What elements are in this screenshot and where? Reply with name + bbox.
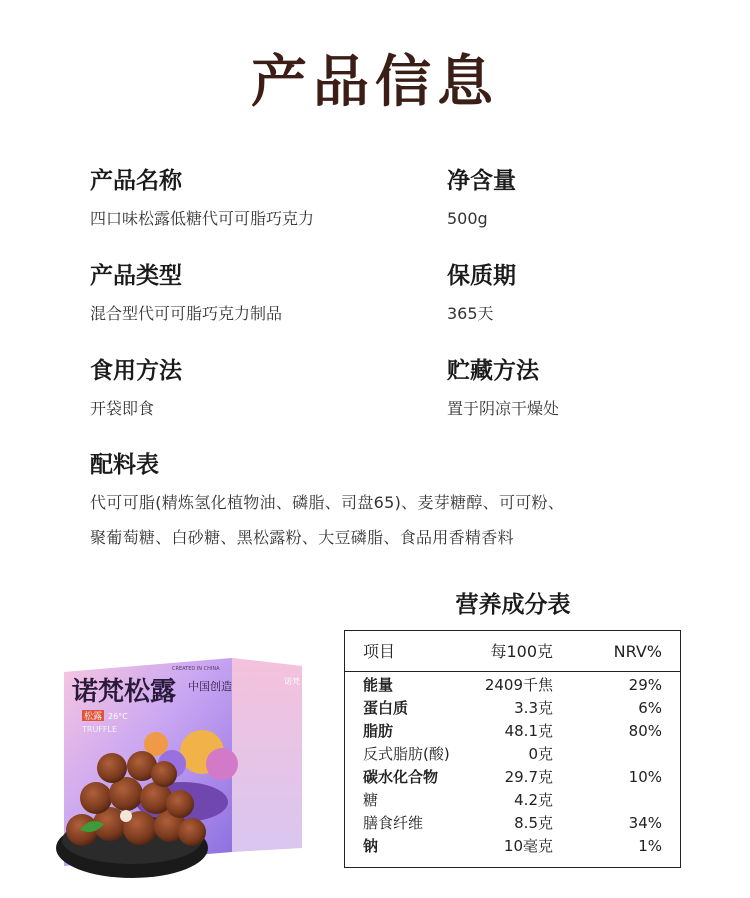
ingredients-line: 代可可脂(精炼氢化植物油、磷脂、司盘65)、麦芽糖醇、可可粉、 [90,493,565,512]
brand-name: 诺梵松露 [72,677,177,707]
row-item: 钠 [363,837,379,855]
row-amount: 0克 [528,745,553,763]
field-value: 四口味松露低糖代可可脂巧克力 [90,209,315,228]
field-value: 混合型代可可脂巧克力制品 [90,304,283,323]
header-item: 项目 [363,642,396,661]
row-amount: 4.2克 [514,791,553,809]
nutrition-title: 营养成分表 [455,592,571,618]
flavor-tag: 松露 [84,712,103,722]
brand-badge: 中国创造 [188,680,232,693]
header-nrv: NRV% [613,642,662,661]
row-nrv: 80% [628,722,662,740]
field-label: 保质期 [447,263,516,289]
row-amount: 10毫克 [503,837,553,855]
row-item: 脂肪 [363,722,394,740]
field-value: 500g [447,209,488,228]
row-amount: 48.1克 [504,722,553,740]
row-amount: 8.5克 [514,814,553,832]
nutrition-table [344,630,681,868]
truffle-label: TRUFFLE [82,725,118,734]
ingredients-section [90,450,159,480]
field-label: 产品名称 [90,168,182,194]
row-nrv: 34% [628,814,662,832]
field-product-name [90,166,314,230]
box-top-text: CREATED IN CHINA [172,666,220,672]
row-item: 膳食纤维 [363,814,424,832]
header-amount: 每100克 [490,642,553,661]
field-label: 贮藏方法 [447,358,539,384]
box-side [232,658,302,852]
row-amount: 29.7克 [504,768,553,786]
ingredients-label: 配料表 [90,452,159,478]
ingredients-line: 聚葡萄糖、白砂糖、黑松露粉、大豆磷脂、食品用香精香料 [90,528,514,547]
row-nrv: 6% [638,699,662,717]
product-image [52,652,324,886]
page-title: 产品信息 [251,50,499,115]
row-item: 反式脂肪(酸) [363,745,450,763]
row-nrv: 10% [628,768,662,786]
temperature-label: 26°C [108,712,128,721]
field-label: 食用方法 [90,358,182,384]
row-nrv: 1% [638,837,662,855]
nutrition-header-row [345,631,680,672]
field-product-type [90,261,282,325]
field-label: 净含量 [447,168,516,194]
row-item: 蛋白质 [363,699,409,717]
field-value: 365天 [447,304,494,323]
row-amount: 2409千焦 [484,676,553,694]
field-label: 产品类型 [90,263,182,289]
field-usage [90,356,182,420]
row-item: 能量 [363,676,394,694]
field-net-weight [447,166,516,230]
row-item: 糖 [363,791,379,809]
row-amount: 3.3克 [514,699,553,717]
field-value: 开袋即食 [90,399,155,418]
field-value: 置于阴凉干燥处 [447,399,560,418]
row-nrv: 29% [628,676,662,694]
field-storage [447,356,559,420]
box-side-brand: 诺梵 [284,677,300,686]
row-item: 碳水化合物 [363,768,439,786]
field-shelf-life [447,261,516,325]
